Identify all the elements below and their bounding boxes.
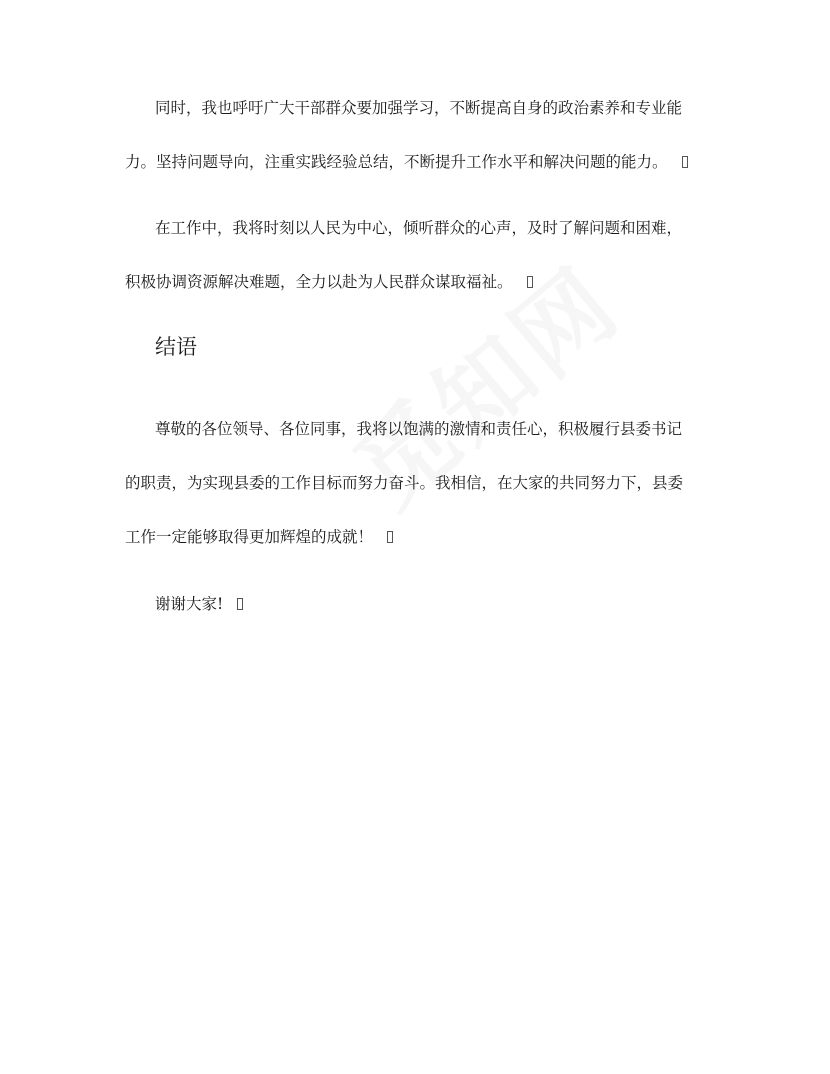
paragraph-mark-icon bbox=[682, 156, 688, 168]
paragraph-1-line-2-text: 力。坚持问题导向，注重实践经验总结，不断提升工作水平和解决问题的能力。 bbox=[125, 153, 668, 171]
closing-line-3-text: 工作一定能够取得更加辉煌的成就！ bbox=[125, 528, 374, 546]
closing-line-1: 尊敬的各位领导、各位同事，我将以饱满的激情和责任心，积极履行县委书记 bbox=[155, 420, 683, 438]
paragraph-mark-icon bbox=[237, 598, 243, 610]
paragraph-2-line-2-text: 积极协调资源解决难题，全力以赴为人民群众谋取福祉。 bbox=[125, 273, 513, 291]
paragraph-mark-icon bbox=[527, 276, 533, 288]
paragraph-2-line-1: 在工作中，我将时刻以人民为中心，倾听群众的心声，及时了解问题和困难， bbox=[155, 219, 683, 237]
paragraph-2-line-2 bbox=[125, 272, 533, 292]
paragraph-1-line-1: 同时，我也呼吁广大干部群众要加强学习，不断提高自身的政治素养和专业能 bbox=[155, 99, 683, 117]
thanks-text: 谢谢大家! bbox=[155, 595, 224, 613]
thanks-line bbox=[155, 594, 243, 614]
paragraph-mark-icon bbox=[387, 531, 393, 543]
paragraph-1-line-2 bbox=[125, 152, 688, 172]
section-heading: 结语 bbox=[155, 335, 197, 359]
closing-line-2: 的职责，为实现县委的工作目标而努力奋斗。我相信，在大家的共同努力下，县委 bbox=[125, 474, 684, 492]
closing-line-3 bbox=[125, 527, 393, 547]
